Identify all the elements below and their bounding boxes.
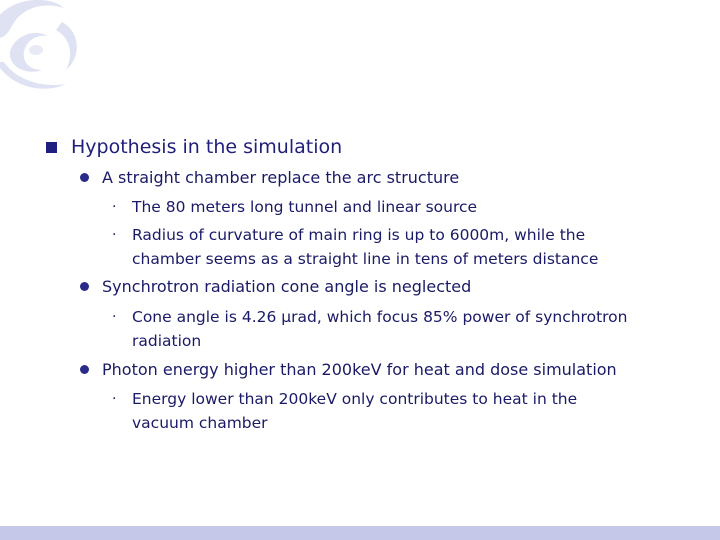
bullet-item bbox=[80, 276, 471, 298]
sub-bullet-item bbox=[112, 387, 577, 435]
bullet-item bbox=[80, 167, 459, 189]
institute-logo bbox=[0, 0, 90, 95]
heading-text: Hypothesis in the simulation bbox=[71, 136, 343, 158]
bullet-item bbox=[80, 359, 617, 381]
sub-bullet-marker: · bbox=[112, 309, 117, 325]
sub-bullet-text: Cone angle is 4.26 μrad, which focus 85% power of synchrotron radiation bbox=[132, 308, 628, 350]
sub-bullet-text: The 80 meters long tunnel and linear source bbox=[132, 198, 478, 216]
sub-bullet-item bbox=[112, 223, 598, 271]
section-heading bbox=[46, 134, 342, 160]
sub-bullet-text: Radius of curvature of main ring is up to 6000m, while the chamber seems as a straight line in tens of meters distance bbox=[132, 226, 599, 268]
square-bullet-icon bbox=[46, 142, 57, 153]
sub-bullet-item bbox=[112, 305, 628, 353]
sub-bullet-text: Energy lower than 200keV only contributes to heat in the vacuum chamber bbox=[132, 390, 578, 432]
bullet-item-text: Synchrotron radiation cone angle is neglected bbox=[102, 277, 472, 296]
bullet-item-text: Photon energy higher than 200keV for heat and dose simulation bbox=[102, 360, 617, 379]
sub-bullet-marker: · bbox=[112, 391, 117, 407]
sub-bullet-marker: · bbox=[112, 227, 117, 243]
round-bullet-icon bbox=[80, 173, 89, 182]
round-bullet-icon bbox=[80, 282, 89, 291]
sub-bullet-item bbox=[112, 195, 477, 219]
bullet-item-text: A straight chamber replace the arc structure bbox=[102, 168, 460, 187]
sub-bullet-marker: · bbox=[112, 199, 117, 215]
round-bullet-icon bbox=[80, 365, 89, 374]
footer-bar bbox=[0, 526, 720, 540]
